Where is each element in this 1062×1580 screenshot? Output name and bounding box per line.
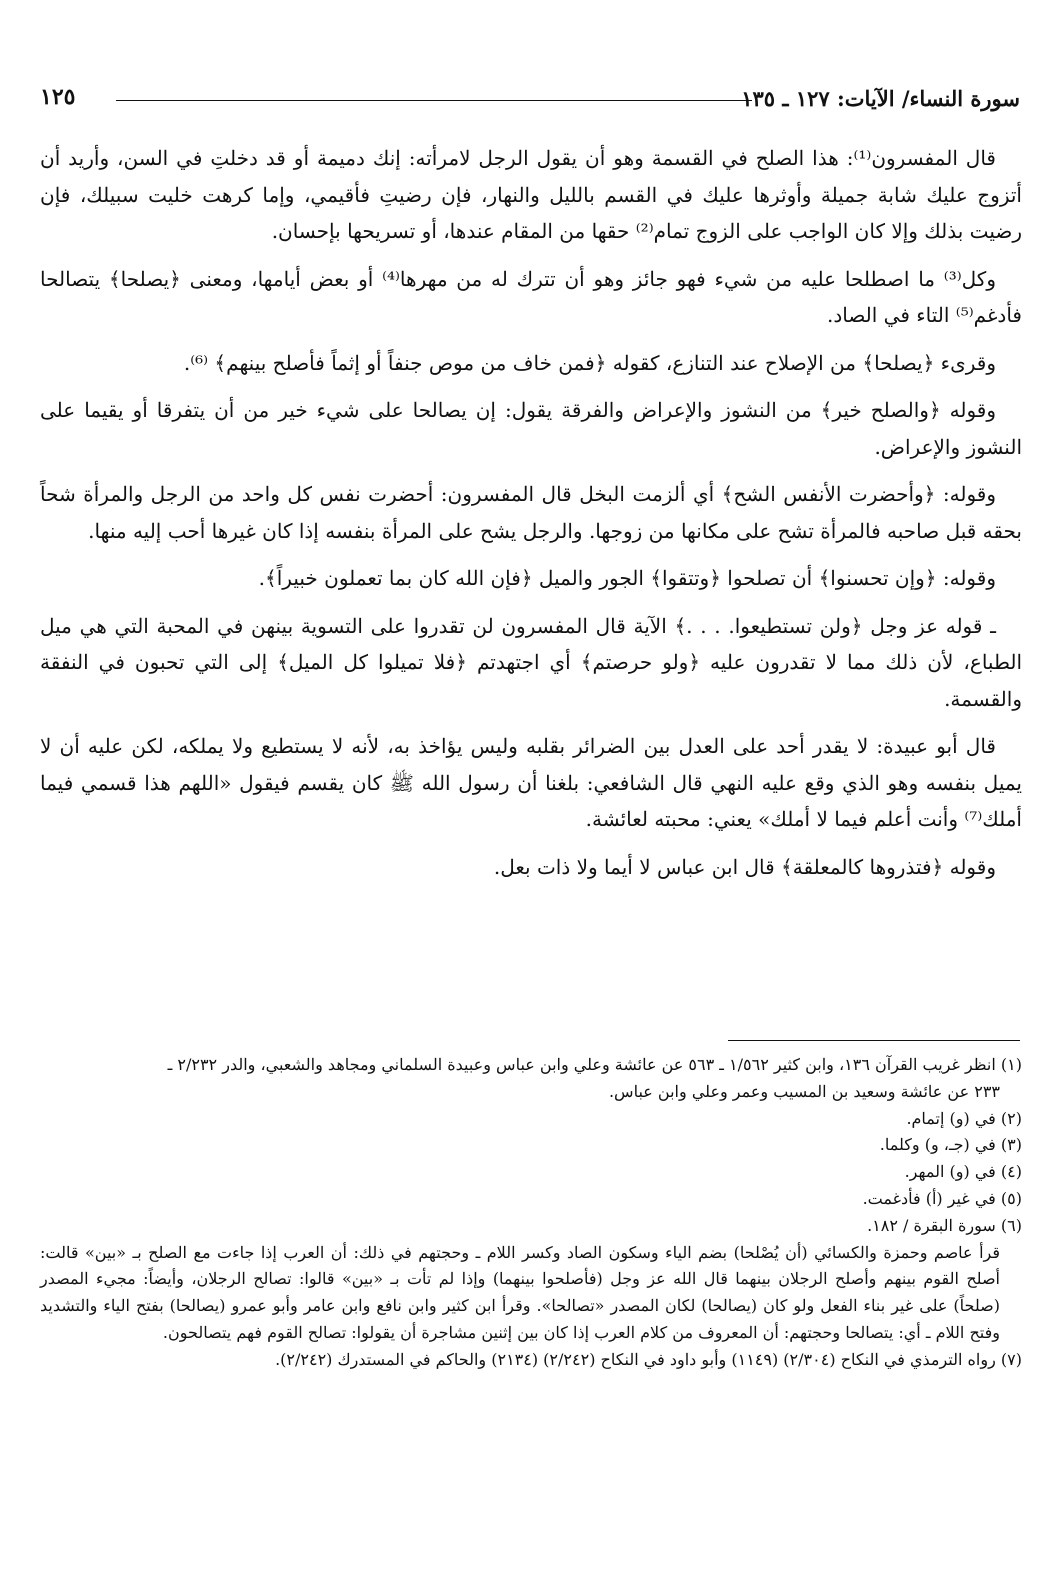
footnote: (٣) في (جـ، و) وكلما. <box>879 1135 1022 1155</box>
paragraph: وقوله ﴿فتذروها كالمعلقة﴾ قال ابن عباس لا أيما ولا ذات بعل. <box>493 854 996 879</box>
footnote: (٢) في (و) إتمام. <box>906 1108 1022 1128</box>
paragraph: قال أبو عبيدة: لا يقدر أحد على العدل بين الضرائر بقلبه وليس يؤاخذ به، لأنه لا يستطيع ولا يملكه، لكن عليه أن لا يميل بنفسه وهو الذي وقع عليه النهي قال الشافعي: بلغنا أن رسول الله ﷺ كان يقسم فيقول «اللهم هذا قسمي فيما أملك⁽⁷⁾ وأنت أعلم فيما لا أملك» يعني: محبته لعائشة. <box>40 734 1022 831</box>
paragraph: وقوله: ﴿وأحضرت الأنفس الشح﴾ أي ألزمت البخل قال المفسرون: أحضرت نفس كل واحد من الرجل والمرأة شحاً بحقه قبل صاحبه فالمرأة تشح على مكانها من زوجها. والرجل يشح على المرأة بنفسه إذا كان غيرها أحب إليه منها. <box>40 482 1022 543</box>
main-text <box>40 140 1022 896</box>
footnote-separator <box>728 1040 1020 1041</box>
paragraph: قال المفسرون⁽¹⁾: هذا الصلح في القسمة وهو أن يقول الرجل لامرأته: إنك دميمة أو قد دخلتِ في السن، وأريد أن أتزوج عليك شابة جميلة وأوثرها عليك في القسم بالليل والنهار، فإن رضيتِ فأقيمي، وإما كرهت خليت سبيلك، فإن رضيت بذلك وإلا كان الواجب على الزوج تمام⁽²⁾ حقها من المقام عندها، أو تسريحها بإحسان. <box>40 146 1022 243</box>
page-header <box>40 82 1020 122</box>
footnote: (٦) سورة البقرة / ١٨٢. <box>867 1215 1022 1235</box>
paragraph: ـ قوله عز وجل ﴿ولن تستطيعوا. . . .﴾ الآية قال المفسرون لن تقدروا على التسوية بينهن في المحبة التي هي ميل الطباع، لأن ذلك مما لا تقدرون عليه ﴿ولو حرصتم﴾ أي اجتهدتم ﴿فلا تميلوا كل الميل﴾ إلى التي تحبون في النفقة والقسمة. <box>40 613 1023 711</box>
footnotes <box>40 1052 1022 1374</box>
footnote-continuation: ٢٣٣ عن عائشة وسعيد بن المسيب وعمر وعلي وابن عباس. <box>608 1081 1000 1101</box>
footnote: (١) انظر غريب القرآن ١٣٦، وابن كثير ١/٥٦٢ ـ ٥٦٣ عن عائشة وعلي وابن عباس وعبيدة السلماني ومجاهد والشعبي، والدر ٢/٢٣٢ ـ <box>167 1055 1022 1074</box>
running-title: سورة النساء/ الآيات: ١٢٧ ـ ١٣٥ <box>741 86 1020 111</box>
paragraph: وقرىء ﴿يصلحا﴾ من الإصلاح عند التنازع، كقوله ﴿فمن خاف من موص جنفاً أو إثماً فأصلح بينهم﴾ ⁽⁶⁾. <box>183 350 996 375</box>
footnote-continuation: قرأ عاصم وحمزة والكسائي (أن يُصْلحا) بضم الياء وسكون الصاد وكسر اللام ـ وحجتهم في ذلك: أن العرب إذا جاءت مع الصلح بـ «بين» قالت: أصلح القوم بينهم وأصلح الرجلان بينهما قال الله عز وجل (فأصلحوا بينهما) وإذا لم تأت بـ «بين» قالوا: تصالح الرجلان، وأيضاً: مجيء المصدر (صلحاً) على غير بناء الفعل ولو كان (يصالحا) لكان المصدر «تصالحا». وقرأ ابن كثير وابن نافع وابن عامر وأبو عمرو (يصالحا) بفتح الياء والتشديد وفتح اللام ـ أي: يتصالحا وحجتهم: أن المعروف من كلام العرب إذا كان بين إثنين مشاجرة أن يقولوا: تصالح القوم فهم يتصالحون. <box>40 1242 1001 1342</box>
paragraph: وقوله ﴿والصلح خير﴾ من النشوز والإعراض والفرقة يقول: إن يصالحا على شيء خير من أن يتفرقا أو يقيما على النشوز والإعراض. <box>40 398 1022 459</box>
page-number: ١٢٥ <box>40 84 76 110</box>
footnote: (٧) رواه الترمذي في النكاح (٢/٣٠٤) (١١٤٩) وأبو داود في النكاح (٢/٢٤٢) (٢١٣٤) والحاكم في المستدرك (٢/٢٤٢). <box>275 1349 1022 1369</box>
paragraph: وكل⁽³⁾ ما اصطلحا عليه من شيء فهو جائز وهو أن تترك له من مهرها⁽⁴⁾ أو بعض أيامها، ومعنى ﴿يصلحا﴾ يتصالحا فأدغم⁽⁵⁾ التاء في الصاد. <box>40 266 1022 327</box>
paragraph: وقوله: ﴿وإن تحسنوا﴾ أن تصلحوا ﴿وتتقوا﴾ الجور والميل ﴿فإن الله كان بما تعملون خبيراً﴾. <box>258 566 996 590</box>
footnote: (٤) في (و) المهر. <box>904 1162 1022 1182</box>
header-rule <box>116 100 752 101</box>
footnote: (٥) في غير (أ) فأدغمت. <box>862 1188 1022 1208</box>
